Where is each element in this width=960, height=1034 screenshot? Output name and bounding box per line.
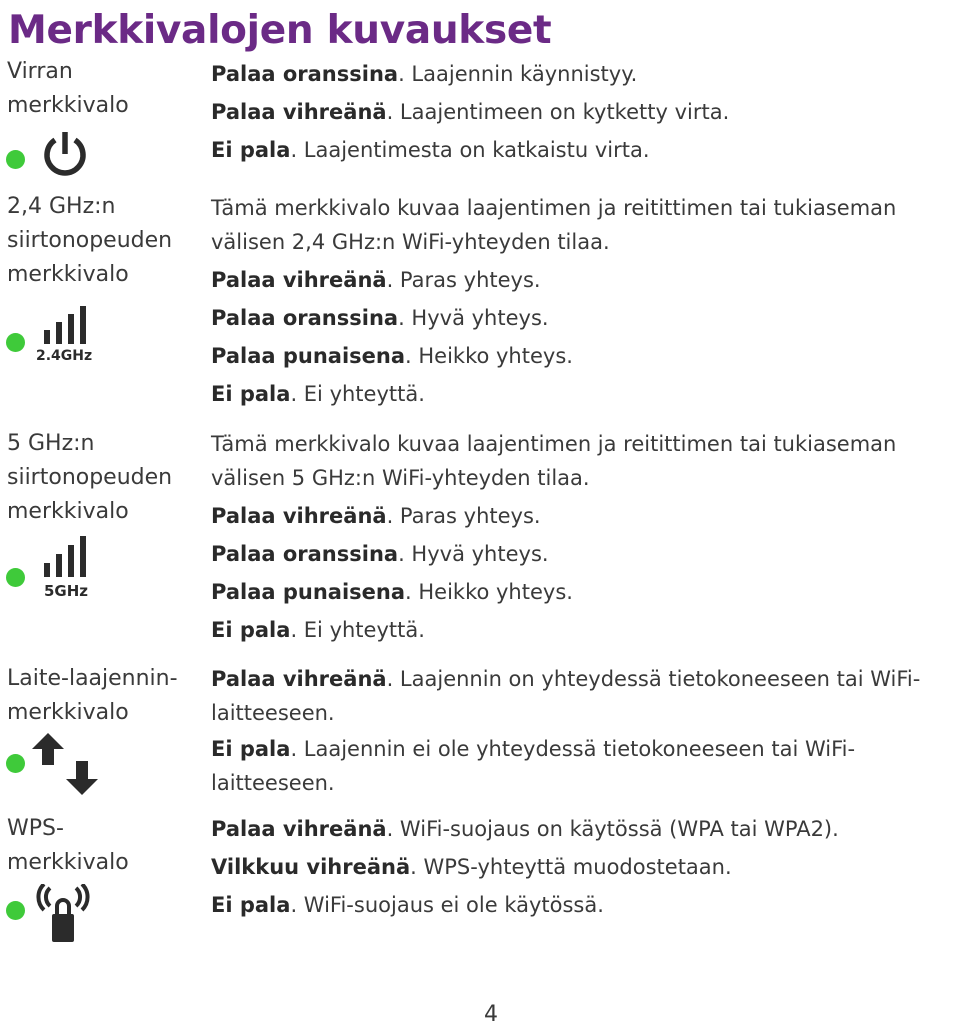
band-label: 2.4GHz: [36, 348, 93, 364]
description-line: Palaa vihreänä. WiFi-suojaus on käytössä (WPA tai WPA2).: [211, 817, 839, 841]
led-status-dot: [6, 333, 25, 352]
band-label: 5GHz: [44, 582, 89, 600]
label-line: merkkivalo: [7, 499, 129, 524]
device-led-descriptions: [211, 662, 956, 802]
description-line: Ei pala. Ei yhteyttä.: [211, 382, 425, 406]
label-line: siirtonopeuden: [7, 228, 173, 253]
wps-lock-icon: [36, 884, 96, 946]
description-line: Palaa vihreänä. Paras yhteys.: [211, 504, 541, 528]
description-line: Palaa punaisena. Heikko yhteys.: [211, 344, 573, 368]
description-line: Palaa vihreänä. Laajennin on yhteydessä tietokoneeseen tai WiFi-laitteeseen.: [211, 667, 921, 725]
description-line: Ei pala. Laajentimesta on katkaistu virta.: [211, 138, 650, 162]
label-line: siirtonopeuden: [7, 465, 173, 490]
page-number: 4: [484, 1002, 498, 1027]
description-line: Palaa oranssina. Hyvä yhteys.: [211, 306, 549, 330]
device-led-indicator: [4, 733, 104, 799]
description-line: Palaa vihreänä. Paras yhteys.: [211, 268, 541, 292]
signal-bars-icon: [40, 535, 90, 579]
description-line: Ei pala. WiFi-suojaus ei ole käytössä.: [211, 893, 604, 917]
description-line: Ei pala. Laajennin ei ole yhteydessä tietokoneeseen tai WiFi-laitteeseen.: [211, 737, 856, 795]
power-led-label: [7, 55, 129, 123]
power-icon: [38, 128, 92, 182]
label-line: Laite-laajennin-: [7, 666, 178, 691]
label-line: merkkivalo: [7, 850, 129, 875]
link-rate-24ghz-indicator: [4, 306, 104, 372]
label-line: WPS-: [7, 816, 64, 841]
description-line: Palaa oranssina. Laajennin käynnistyy.: [211, 62, 638, 86]
label-line: merkkivalo: [7, 93, 129, 118]
link-rate-24ghz-label: [7, 190, 172, 292]
description-intro: Tämä merkkivalo kuvaa laajentimen ja reitittimen tai tukiaseman välisen 2,4 GHz:n WiFi-yhteyden tilaa.: [211, 196, 897, 254]
description-line: Palaa punaisena. Heikko yhteys.: [211, 580, 573, 604]
description-intro: Tämä merkkivalo kuvaa laajentimen ja reitittimen tai tukiaseman välisen 5 GHz:n WiFi-yhteyden tilaa.: [211, 432, 897, 490]
wps-led-label: [7, 812, 129, 880]
description-line: Palaa vihreänä. Laajentimeen on kytketty virta.: [211, 100, 730, 124]
link-rate-5ghz-label: [7, 427, 172, 529]
device-led-label: [7, 662, 178, 730]
wps-led-indicator: [4, 884, 104, 948]
label-line: 5 GHz:n: [7, 431, 95, 456]
led-status-dot: [6, 754, 25, 773]
label-line: Virran: [7, 59, 73, 84]
wps-led-descriptions: [211, 810, 956, 924]
description-line: Ei pala. Ei yhteyttä.: [211, 618, 425, 642]
description-line: Vilkkuu vihreänä. WPS-yhteyttä muodostetaan.: [211, 855, 732, 879]
signal-bars-icon: [40, 306, 90, 346]
link-rate-5ghz-descriptions: [211, 427, 956, 649]
label-line: merkkivalo: [7, 700, 129, 725]
page-title: Merkkivalojen kuvaukset: [8, 8, 552, 53]
label-line: merkkivalo: [7, 262, 129, 287]
led-status-dot: [6, 150, 25, 169]
description-line: Palaa oranssina. Hyvä yhteys.: [211, 542, 549, 566]
power-led-descriptions: [211, 55, 956, 169]
link-rate-5ghz-indicator: [4, 535, 104, 605]
led-status-dot: [6, 568, 25, 587]
power-led-indicator: [4, 128, 104, 184]
up-down-arrows-icon: [32, 733, 102, 799]
led-status-dot: [6, 901, 25, 920]
link-rate-24ghz-descriptions: [211, 191, 956, 413]
label-line: 2,4 GHz:n: [7, 194, 116, 219]
